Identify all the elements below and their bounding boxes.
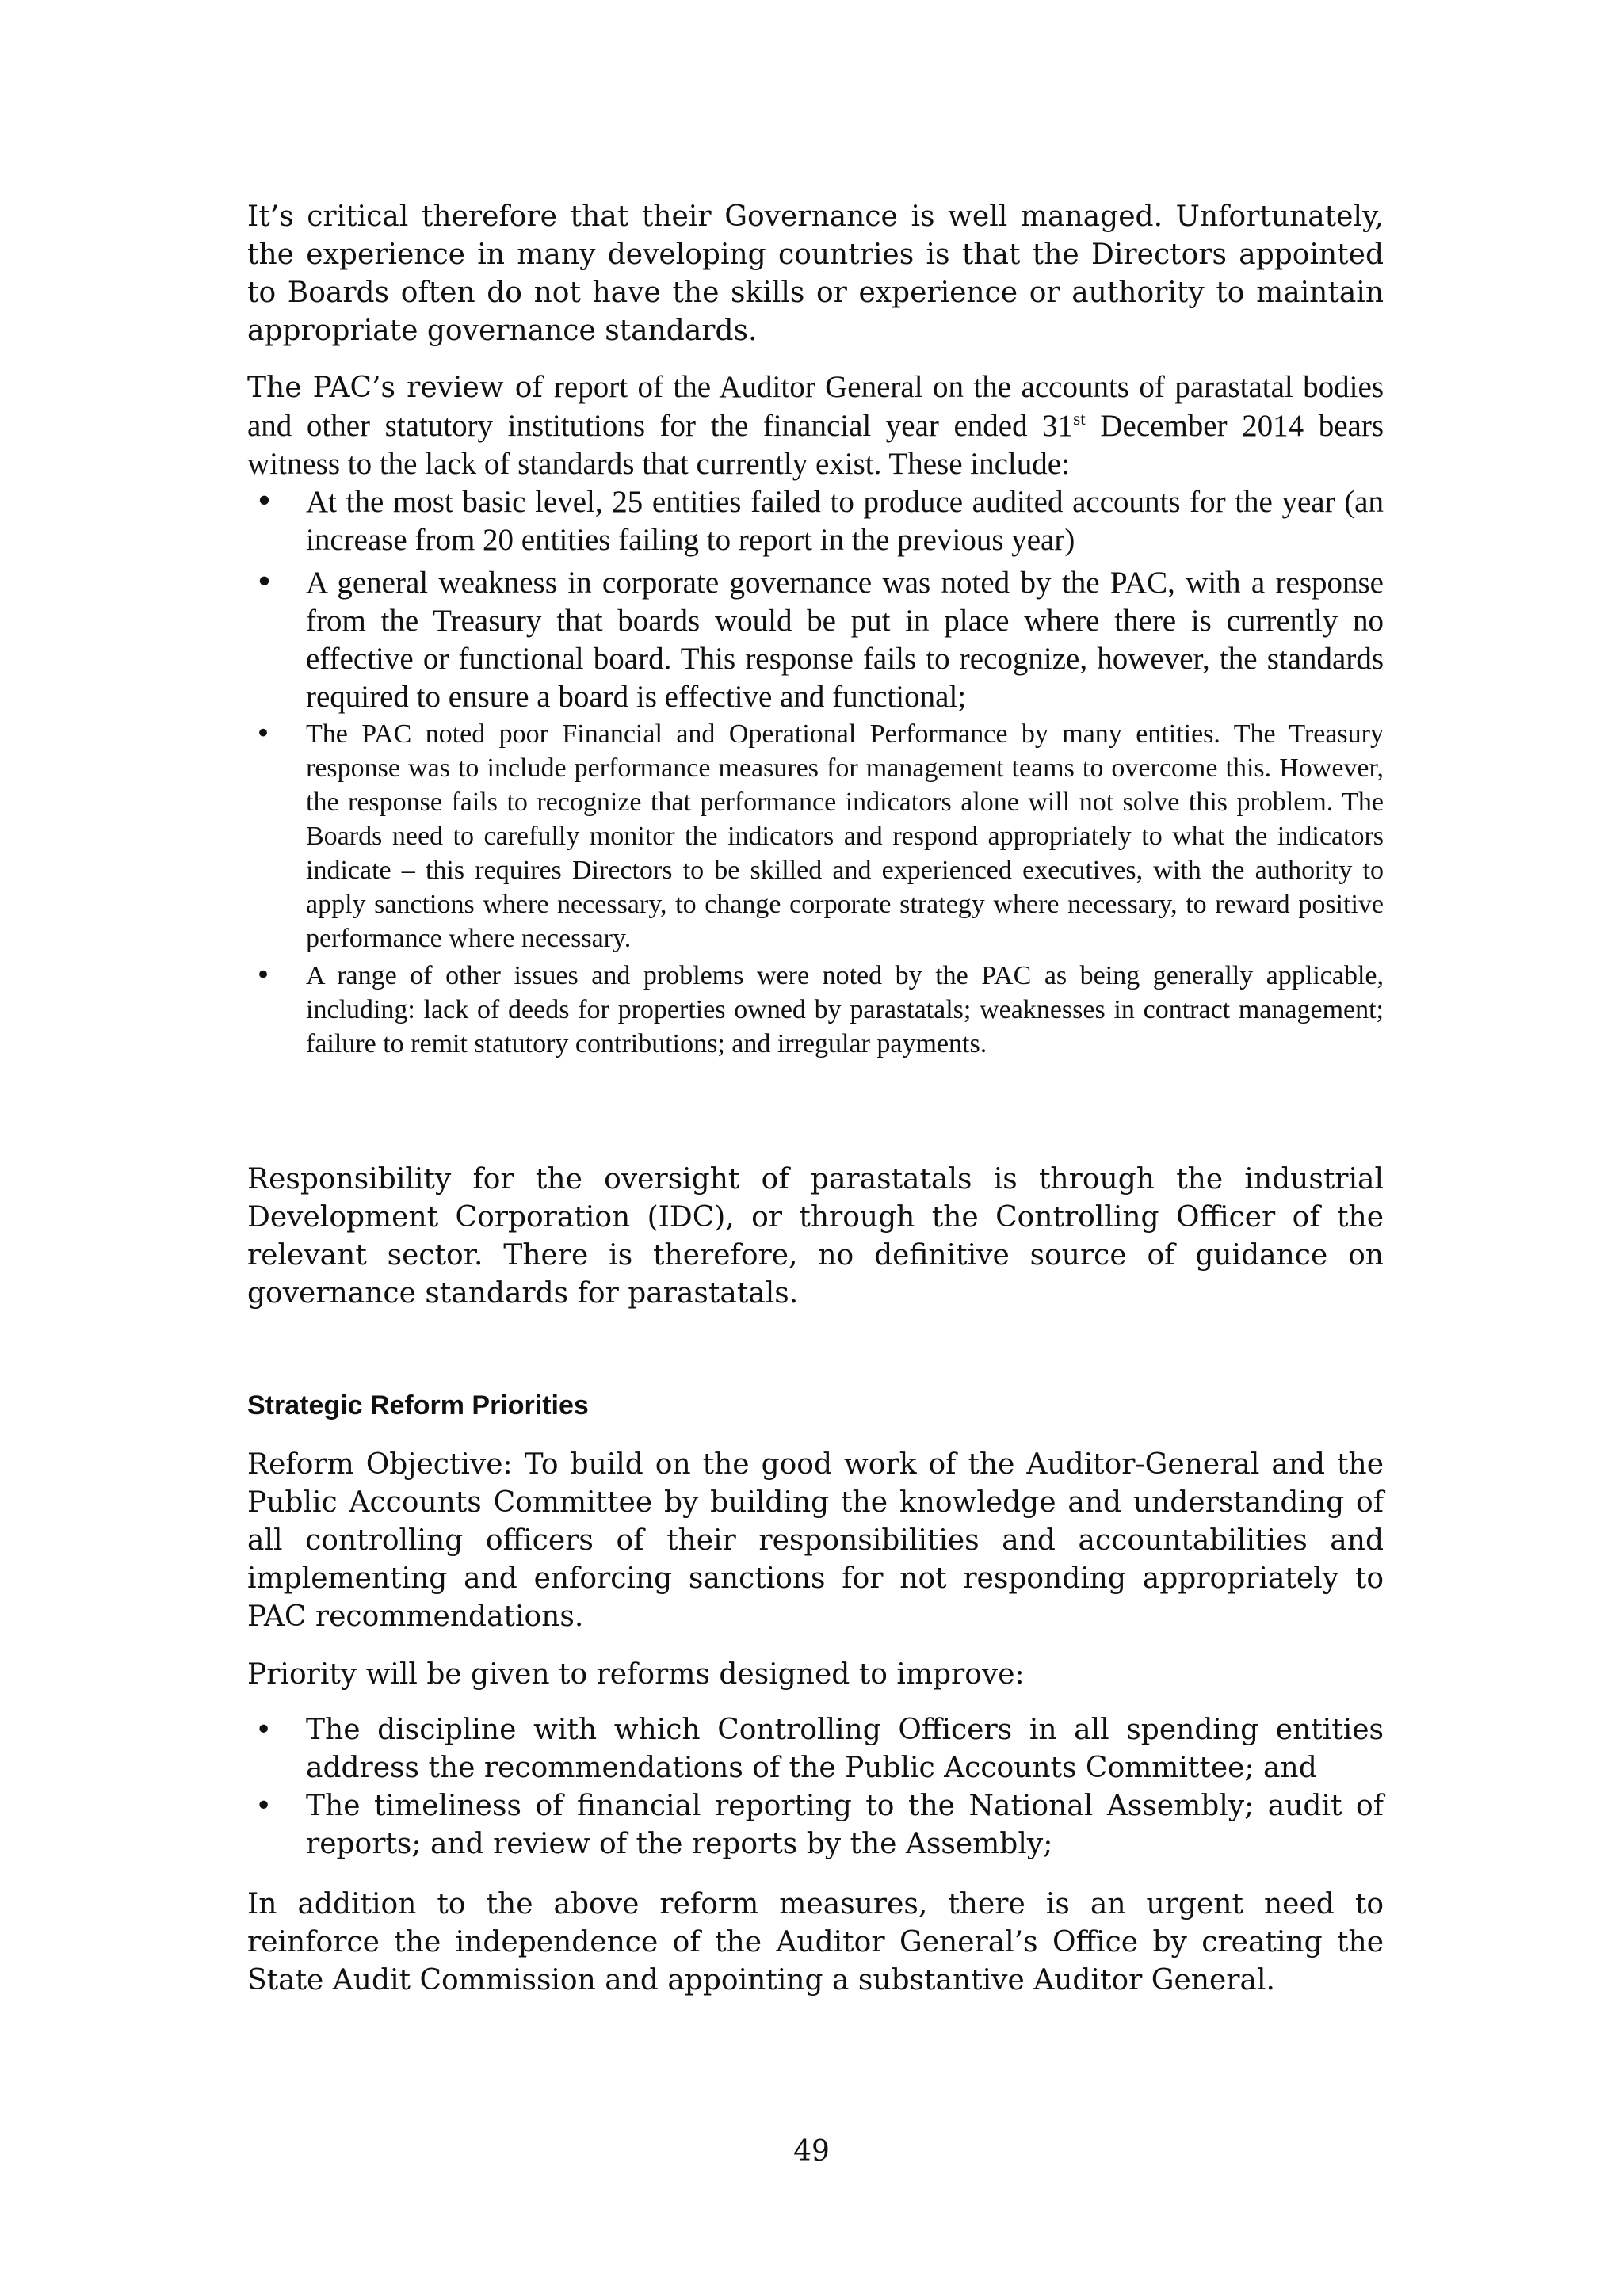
heading-text: Strategic Reform Priorities bbox=[247, 1390, 589, 1421]
bullet-list-findings bbox=[247, 483, 1384, 716]
bullet-list bbox=[247, 1711, 1384, 1863]
paragraph-text: In addition to the above reform measures, there is an urgent need to reinforce the independence of the Auditor General’s Office by creating the State Audit Commission and appointing a substantive Auditor General. bbox=[247, 1888, 1384, 1997]
bullet-icon: • bbox=[255, 718, 272, 749]
bullet-icon: • bbox=[255, 959, 272, 991]
list-item-text: A general weakness in corporate governance was noted by the PAC, with a response from the Treasury that boards would be put in place where there is currently no effective or functional board. This response fails to recognize, however, the standards required to ensure a board is effective and functional; bbox=[306, 566, 1384, 714]
list-item bbox=[247, 1711, 1384, 1787]
ordinal-suffix: st bbox=[1073, 409, 1086, 429]
bullet-icon: • bbox=[255, 484, 274, 520]
list-item bbox=[247, 959, 1384, 1061]
bullet-icon: • bbox=[255, 1714, 273, 1746]
paragraph-text: Responsibility for the oversight of parastatals is through the industrial Development Corporation (IDC), or through the Controlling Officer of the relevant sector. There is therefore, no definitive source of guidance on governance standards for parastatals. bbox=[247, 1163, 1384, 1310]
bullet-icon: • bbox=[255, 565, 274, 601]
paragraph-pac-review bbox=[247, 368, 1384, 483]
list-item bbox=[247, 564, 1384, 716]
paragraph-oversight bbox=[247, 1161, 1384, 1313]
paragraph-lead: The PAC’s review of bbox=[247, 372, 554, 404]
list-item-text: At the most basic level, 25 entities failed to produce audited accounts for the year (an increase from 20 entities failing to report in the previous year) bbox=[306, 485, 1384, 557]
bullet-icon: • bbox=[255, 1790, 273, 1822]
list-item-text: The timeliness of financial reporting to the National Assembly; audit of reports; and review of the reports by the Assembly; bbox=[306, 1790, 1384, 1860]
list-item bbox=[247, 483, 1384, 559]
paragraph-body-b: December 2014 bears witness to the lack of standards that currently exist. These include: bbox=[247, 409, 1384, 481]
list-item bbox=[247, 1787, 1384, 1863]
paragraph-text: It’s critical therefore that their Governance is well managed. Unfortunately, the experience in many developing countries is that the Directors appointed to Boards often do not have the skills or experience or authority to maintain appropriate governance standards. bbox=[247, 200, 1384, 347]
list-item-text: The discipline with which Controlling Officers in all spending entities address the recommendations of the Public Accounts Committee; and bbox=[306, 1714, 1384, 1784]
paragraph-text bbox=[247, 368, 1384, 483]
paragraph-reform-objective bbox=[247, 1446, 1384, 1636]
list-item bbox=[247, 717, 1384, 955]
section-heading bbox=[247, 1388, 1384, 1423]
paragraph-text: Priority will be given to reforms designed to improve: bbox=[247, 1658, 1025, 1691]
bullet-list bbox=[247, 717, 1384, 1061]
paragraph-body-a: report of the Auditor General on the accounts of parastatal bodies and other statutory institutions for the financial year ended 31 bbox=[247, 370, 1384, 443]
paragraph-governance bbox=[247, 198, 1384, 350]
paragraph-auditor-independence bbox=[247, 1886, 1384, 2000]
bullet-list-priorities bbox=[247, 1711, 1384, 1863]
paragraph-text: Reform Objective: To build on the good work of the Auditor-General and the Public Accounts Committee by building the knowledge and understanding of all controlling officers of their responsibilities and accountabilities and implementing and enforcing sanctions for not responding appropriately to PAC recommendations. bbox=[247, 1448, 1384, 1633]
list-item-text: The PAC noted poor Financial and Operational Performance by many entities. The Treasury response was to include performance measures for management teams to overcome this. However, the response fails to recognize that performance indicators alone will not solve this problem. The Boards need to carefully monitor the indicators and respond appropriately to what the indicators indicate – this requires Directors to be skilled and experienced executives, with the authority to apply sanctions where necessary, to change corporate strategy where necessary, to reward positive performance where necessary. bbox=[306, 719, 1384, 953]
list-item-text: A range of other issues and problems were noted by the PAC as being generally applicable, including: lack of deeds for properties owned by parastatals; weaknesses in contract management; failure to remit statutory contributions; and irregular payments. bbox=[306, 961, 1384, 1058]
page-number: 49 bbox=[793, 2135, 830, 2168]
paragraph-priority bbox=[247, 1656, 1384, 1694]
bullet-list-findings-detail bbox=[247, 717, 1384, 1061]
bullet-list bbox=[247, 483, 1384, 716]
